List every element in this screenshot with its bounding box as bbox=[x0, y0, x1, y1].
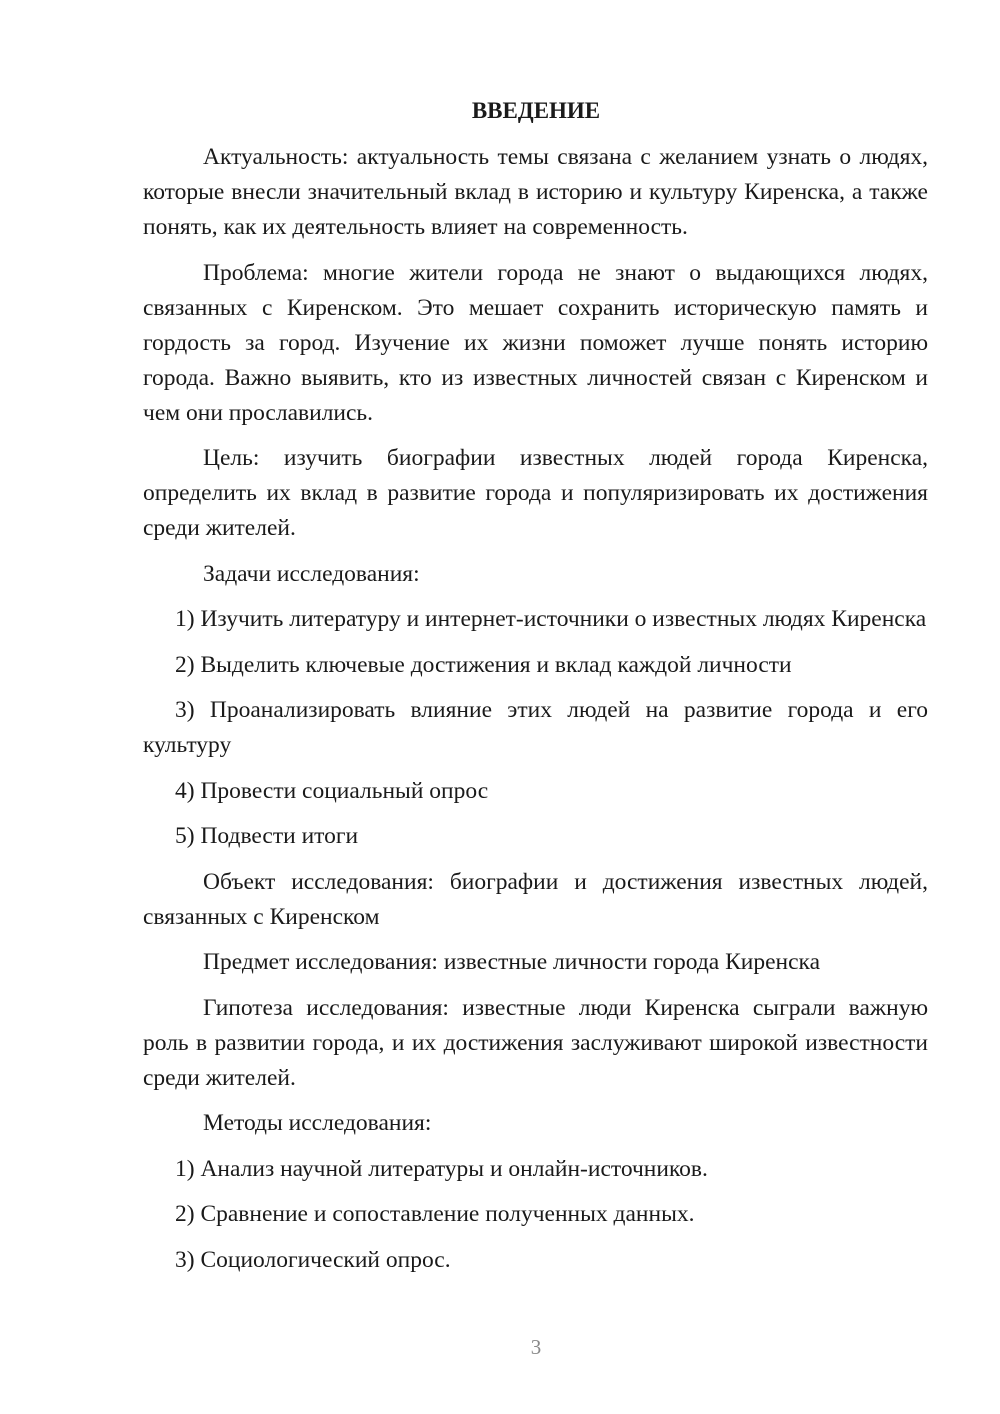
tasks-heading: Задачи исследования: bbox=[203, 560, 420, 587]
hypothesis-paragraph: Гипотеза исследования: известные люди Киренска сыграли важную роль в развитии города, и их достижения заслуживают широкой известности среди жителей. bbox=[143, 994, 928, 1091]
methods-heading: Методы исследования: bbox=[203, 1110, 432, 1136]
task-item: 1) Изучить литературу и интернет-источники о известных людях Киренска bbox=[175, 606, 927, 632]
method-item: 1) Анализ научной литературы и онлайн-источников. bbox=[175, 1155, 708, 1182]
task-item: 4) Провести социальный опрос bbox=[175, 777, 489, 804]
task-item: 5) Подвести итоги bbox=[175, 823, 359, 849]
page-number: 3 bbox=[530, 1335, 542, 1359]
relevance-paragraph: Актуальность: актуальность темы связана с желанием узнать о людях, которые внесли значительный вклад в историю и культуру Киренска, а также понять, как их деятельность влияет на современность. bbox=[143, 144, 928, 240]
task-item: 3) Проанализировать влияние этих людей на развитие города и его культуру bbox=[143, 697, 928, 758]
problem-paragraph: Проблема: многие жители города не знают о выдающихся людях, связанных с Киренском. Это мешает сохранить историческую память и гордость за город. Изучение их жизни поможет лучше понять историю города. Важно выявить, кто из известных личностей связан с Киренском и чем они прославились. bbox=[143, 259, 928, 426]
method-item: 3) Социологический опрос. bbox=[175, 1246, 451, 1273]
task-item: 2) Выделить ключевые достижения и вклад каждой личности bbox=[175, 651, 792, 678]
object-paragraph: Объект исследования: биографии и достижения известных людей, связанных с Киренском bbox=[143, 868, 928, 930]
page-title: ВВЕДЕНИЕ bbox=[471, 98, 601, 123]
document-body bbox=[143, 140, 928, 1288]
subject-paragraph: Предмет исследования: известные личности города Киренска bbox=[203, 949, 821, 975]
goal-paragraph: Цель: изучить биографии известных людей города Киренска, определить их вклад в развитие города и популяризировать их достижения среди жителей. bbox=[143, 445, 928, 541]
method-item: 2) Сравнение и сопоставление полученных данных. bbox=[175, 1201, 695, 1227]
